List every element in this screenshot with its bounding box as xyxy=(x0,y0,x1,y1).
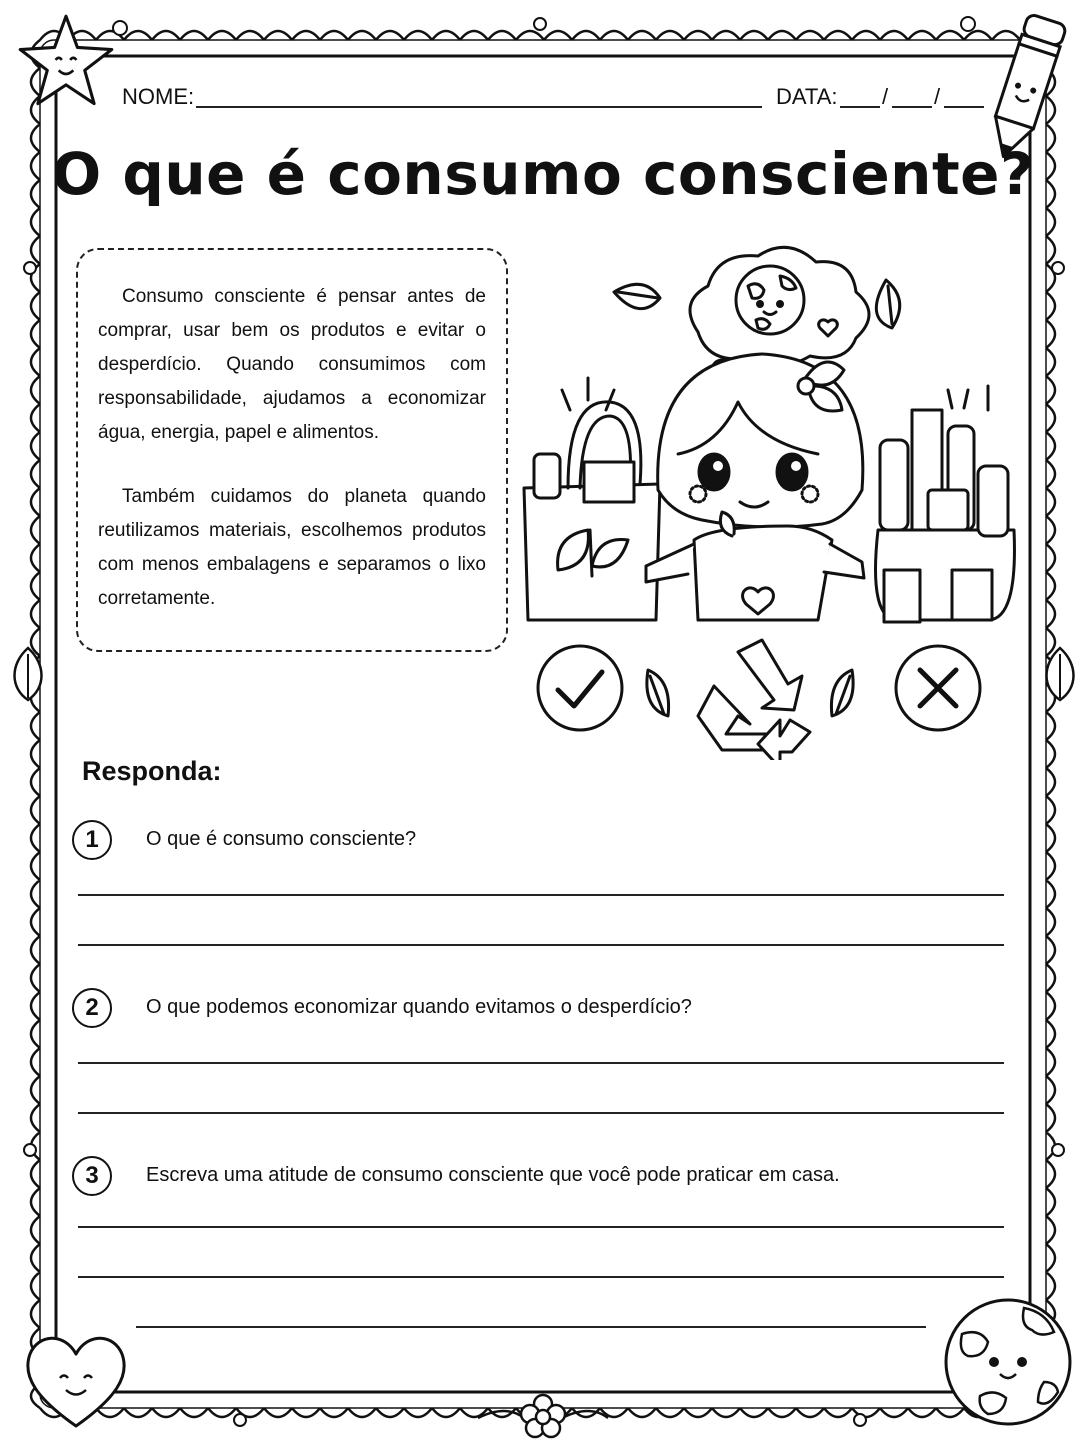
question-2-text: O que podemos economizar quando evitamos o desperdício? xyxy=(146,996,692,1018)
flower-icon xyxy=(470,1392,616,1442)
earth-face-icon xyxy=(940,1286,1076,1436)
leaf-left-icon xyxy=(6,644,50,704)
date-separator-1: / xyxy=(882,84,889,109)
question-1-number: 1 xyxy=(72,820,112,860)
answer-2-line-2[interactable] xyxy=(78,1112,1004,1114)
question-3-text: Escreva uma atitude de consumo consciente que você pode praticar em casa. xyxy=(146,1164,840,1186)
respond-heading: Responda: xyxy=(82,756,222,786)
leaf-right-icon xyxy=(1038,644,1082,704)
date-year-field[interactable] xyxy=(944,106,984,108)
date-month-field[interactable] xyxy=(892,106,932,108)
answer-1-line-1[interactable] xyxy=(78,894,1004,896)
name-label: NOME: xyxy=(122,84,195,109)
date-label: DATA: xyxy=(776,84,838,109)
paragraph-1: Consumo consciente é pensar antes de comprar, usar bem os produtos e evitar o desperdício. Quando consumimos com responsabilidade, ajudamos a economizar água, energia, papel e alimentos. xyxy=(98,286,486,443)
answer-2-line-1[interactable] xyxy=(78,1062,1004,1064)
answer-1-line-2[interactable] xyxy=(78,944,1004,946)
answer-3-line-3[interactable] xyxy=(136,1326,926,1328)
info-text-box xyxy=(76,248,508,652)
recycle-icon xyxy=(698,640,810,760)
paragraph-2: Também cuidamos do planeta quando reutilizamos materiais, escolhemos produtos com menos embalagens e separamos o lixo corretamente. xyxy=(98,486,486,609)
answer-3-line-2[interactable] xyxy=(78,1276,1004,1278)
date-day-field[interactable] xyxy=(840,106,880,108)
star-face-icon xyxy=(14,10,118,114)
date-separator-2: / xyxy=(934,84,941,109)
page-title: O que é consumo consciente? xyxy=(51,140,1035,208)
answer-3-line-1[interactable] xyxy=(78,1226,1004,1228)
question-1-text: O que é consumo consciente? xyxy=(146,828,417,850)
name-field[interactable] xyxy=(196,106,762,108)
girl-thinking-illustration xyxy=(518,240,1028,760)
question-2-number: 2 xyxy=(72,988,112,1028)
heart-face-icon xyxy=(16,1326,136,1436)
question-3-number: 3 xyxy=(72,1156,112,1196)
